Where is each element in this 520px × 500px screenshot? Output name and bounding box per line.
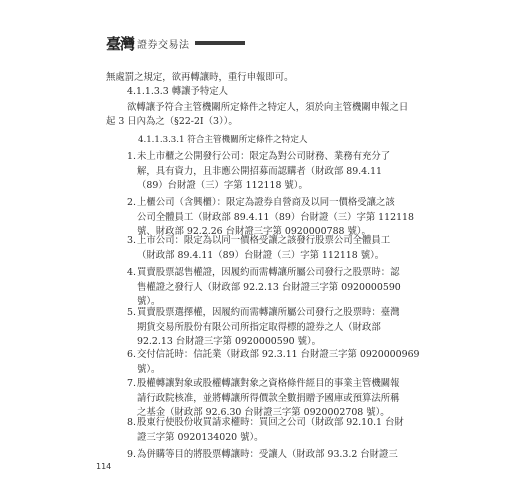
list-item bbox=[127, 416, 417, 445]
list-item bbox=[127, 348, 420, 377]
list-item-number: 3. bbox=[127, 235, 136, 246]
section-body-line-2: 起 3 日內為之（§22-2Ⅰ（3））。 bbox=[106, 116, 238, 127]
list-item bbox=[127, 266, 417, 310]
list-item bbox=[127, 234, 417, 263]
list-item-line: 為併購等目的將股票轉讓時：受讓人（財政部 93.3.2 台財證三 bbox=[137, 449, 398, 460]
list-item-line: 售權證之發行人（財政部 92.2.13 台財證三字第 0920000590 bbox=[137, 281, 401, 293]
list-item-line: 期貨交易所股份有限公司所指定取得標的證券之人（財政部 bbox=[137, 321, 381, 333]
list-item-line: 買賣股票認售權證，因履約而需轉讓所屬公司發行之股票時：認 bbox=[137, 267, 400, 278]
list-item-line: 交付信託時：信託業（財政部 92.3.11 台財證三字第 0920000969 bbox=[137, 349, 420, 360]
list-item-line: 股權轉讓對象或股權轉讓對象之資格條件經目的事業主管機關報 bbox=[137, 378, 400, 389]
list-item-line: 證三字第 0920134020 號）。 bbox=[137, 431, 264, 443]
list-item bbox=[127, 377, 417, 421]
header-title: 證券交易法 bbox=[137, 39, 190, 51]
list-item-line: 92.2.13 台財證三字第 0920000590 號）。 bbox=[137, 336, 322, 347]
list-item-line: 之基金（財政部 92.6.30 台財證三字第 0920002708 號）。 bbox=[137, 407, 390, 418]
list-item-number: 7. bbox=[127, 378, 136, 389]
list-item-number: 5. bbox=[127, 307, 136, 318]
running-header bbox=[106, 33, 245, 53]
section-body-line-1: 欲轉讓予符合主管機關所定條件之特定人，須於向主管機關申報之日 bbox=[127, 102, 409, 113]
list-item-line: 買賣股票選擇權，因履約而需轉讓所屬公司發行之股票時：臺灣 bbox=[137, 307, 400, 318]
list-item-line: 號）。 bbox=[137, 363, 161, 375]
list-item-line: 號、財政部 92.2.26 台財證三字第 0920000788 號）。 bbox=[137, 226, 371, 237]
list-item-number: 9. bbox=[127, 449, 136, 460]
list-item bbox=[127, 448, 417, 463]
intro-line: 無處罰之規定，欲再轉讓時，重行申報即可。 bbox=[106, 72, 294, 83]
list-item-line: 公司全體員工（財政部 89.4.11（89）台財證（三）字第 112118 bbox=[137, 211, 414, 223]
list-item-number: 4. bbox=[127, 267, 136, 278]
header-rule bbox=[195, 41, 245, 45]
list-item-line: （89）台財證（三）字第 112118 號）。 bbox=[137, 180, 308, 191]
list-item bbox=[127, 306, 417, 350]
list-item-number: 6. bbox=[127, 349, 136, 360]
list-item-line: 號）。 bbox=[137, 296, 161, 307]
list-item-line: 上市公司：限定為以同一價格受讓之該發行股票公司全體員工 bbox=[137, 235, 391, 246]
list-item-line: （財政部 89.4.11（89）台財證（三）字第 112118 號）。 bbox=[137, 249, 385, 261]
list-item-number: 1. bbox=[127, 151, 136, 162]
subsection-heading: 4.1.1.3.3.1 符合主管機關所定條件之特定人 bbox=[138, 135, 308, 145]
page-number: 114 bbox=[96, 462, 112, 471]
list-item-number: 8. bbox=[127, 417, 136, 428]
list-item-line: 未上市櫃之公開發行公司：限定為對公司財務、業務有充分了 bbox=[137, 151, 391, 162]
list-item-line: 解，具有資力，且非應公開招募而認購者（財政部 89.4.11 bbox=[137, 165, 383, 177]
header-logo: 臺灣 bbox=[106, 34, 135, 53]
list-item bbox=[127, 196, 417, 240]
list-item-line: 上櫃公司（含興櫃）：限定為證券自營商及以同一價格受讓之該 bbox=[137, 197, 395, 208]
section-heading: 4.1.1.3.3 轉讓予特定人 bbox=[127, 86, 228, 97]
list-item bbox=[127, 150, 417, 194]
list-item-line: 請行政院核准，並將轉讓所得價款全數捐贈予國庫或預算法所稱 bbox=[137, 392, 400, 404]
list-item-line: 股東行使股份收買請求權時：買回之公司（財政部 92.10.1 台財 bbox=[137, 417, 404, 428]
list-item-number: 2. bbox=[127, 197, 136, 208]
